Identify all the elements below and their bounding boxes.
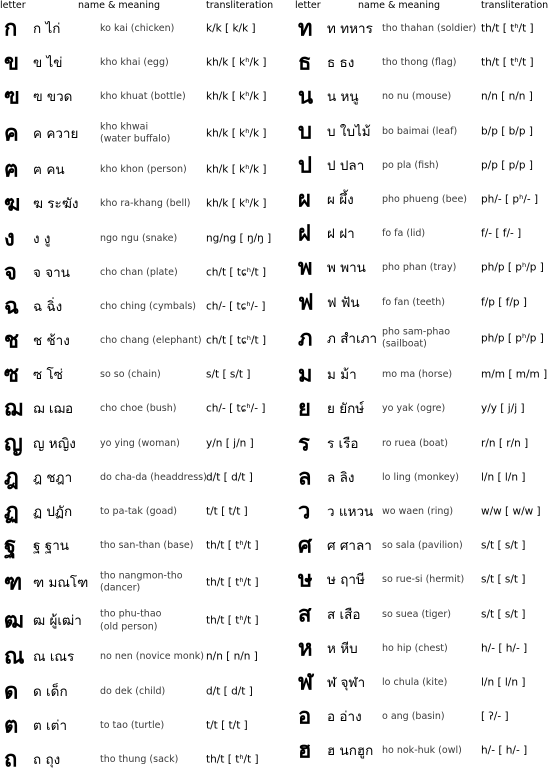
- consonant-column-left: [4, 12, 294, 777]
- name-meaning: [100, 23, 174, 36]
- consonant-letter: ฃ: [4, 83, 20, 110]
- name-meaning: [100, 91, 186, 104]
- consonant-letter: ฑ: [4, 569, 23, 596]
- consonant-row: [298, 12, 550, 46]
- example-word: ฏ ปฏัก: [33, 504, 73, 521]
- consonant-row: [298, 392, 550, 426]
- consonant-letter: ฮ: [298, 737, 312, 764]
- consonant-row: [298, 217, 550, 251]
- consonant-row: [4, 115, 294, 154]
- name-meaning: [382, 608, 451, 621]
- name-meaning-line1: do dek (child): [100, 685, 166, 697]
- example-word: ช ช้าง: [33, 333, 70, 350]
- consonant-row: [4, 324, 294, 358]
- header-translit-right: transliteration: [481, 0, 549, 11]
- consonant-letter: ข: [4, 49, 20, 76]
- transliteration: n/n [ n/n ]: [481, 90, 533, 103]
- example-word: ว แหวน: [327, 504, 374, 521]
- example-word: ฮ นกฮูก: [327, 743, 374, 760]
- name-meaning: [382, 91, 451, 104]
- name-meaning-line1: kho khuat (bottle): [100, 91, 186, 103]
- transliteration: kh/k [ kʰ/k ]: [206, 163, 267, 176]
- transliteration: th/t [ tʰ/t ]: [206, 753, 259, 766]
- consonant-letter: ฉ: [4, 293, 19, 320]
- consonant-letter: น: [298, 83, 314, 110]
- transliteration: s/t [ s/t ]: [481, 573, 526, 586]
- name-meaning: [382, 540, 463, 553]
- consonant-letter: ฅ: [4, 156, 19, 183]
- transliteration: l/n [ l/n ]: [481, 676, 526, 689]
- header-translit-left: transliteration: [206, 0, 274, 11]
- name-meaning: [100, 198, 191, 211]
- example-word: ฉ ฉิ่ง: [33, 298, 63, 315]
- name-meaning-line1: po pla (fish): [382, 159, 439, 171]
- consonant-letter: ถ: [4, 746, 18, 773]
- transliteration: y/y [ j/j ]: [481, 402, 525, 415]
- name-meaning-line1: ngo ngu (snake): [100, 232, 178, 244]
- consonant-row: [4, 709, 294, 743]
- consonant-row: [298, 427, 550, 461]
- transliteration: th/t [ tʰ/t ]: [481, 56, 534, 69]
- name-meaning: [100, 164, 187, 177]
- name-meaning: [100, 651, 204, 664]
- name-meaning-line1: mo ma (horse): [382, 369, 453, 381]
- name-meaning: [100, 437, 180, 450]
- consonant-row: [4, 256, 294, 290]
- name-meaning-line1: pho phan (tray): [382, 262, 457, 274]
- consonant-row: [4, 427, 294, 461]
- transliteration: p/p [ p/p ]: [481, 159, 533, 172]
- example-word: ธ ธง: [327, 55, 355, 72]
- transliteration: r/n [ r/n ]: [481, 437, 529, 450]
- consonant-row: [4, 12, 294, 46]
- name-meaning-line1: bo baimai (leaf): [382, 125, 458, 137]
- consonant-letter: ต: [4, 712, 19, 739]
- name-meaning-line1: tho nangmon-tho: [100, 570, 183, 582]
- name-meaning-line1: ho hip (chest): [382, 642, 448, 654]
- transliteration: m/m [ m/m ]: [481, 368, 548, 381]
- name-meaning: [100, 570, 183, 595]
- example-word: ม ม้า: [327, 367, 357, 384]
- name-meaning-line1: so rue-si (hermit): [382, 574, 465, 586]
- transliteration: d/t [ d/t ]: [206, 685, 253, 698]
- consonant-letter: ฎ: [4, 464, 19, 491]
- name-meaning: [100, 403, 176, 416]
- name-meaning: [100, 540, 193, 553]
- consonant-letter: ท: [298, 15, 313, 42]
- transliteration: ph/- [ pʰ/- ]: [481, 193, 539, 206]
- example-word: ข ไข่: [33, 55, 63, 72]
- name-meaning-line1: pho sam-phao: [382, 326, 451, 338]
- name-meaning-line2: (water buffalo): [100, 133, 171, 145]
- example-word: ส เสือ: [327, 606, 361, 623]
- name-meaning-line2: (dancer): [100, 582, 141, 594]
- transliteration: d/t [ d/t ]: [206, 471, 253, 484]
- transliteration: kh/k [ kʰ/k ]: [206, 90, 267, 103]
- consonant-row: [298, 495, 550, 529]
- transliteration: s/t [ s/t ]: [481, 539, 526, 552]
- example-word: ป ปลา: [327, 157, 365, 174]
- example-word: ท ทหาร: [327, 21, 373, 38]
- consonant-row: [4, 640, 294, 674]
- name-meaning-line1: wo waen (ring): [382, 505, 454, 517]
- consonant-row: [298, 183, 550, 217]
- consonant-letter: ฟ: [298, 289, 314, 316]
- consonant-letter: ณ: [4, 643, 25, 670]
- example-word: ล ลิง: [327, 469, 355, 486]
- name-meaning-line1: kho ra-khang (bell): [100, 198, 191, 210]
- transliteration: h/- [ h/- ]: [481, 744, 528, 757]
- example-word: ง งู: [33, 230, 51, 247]
- name-meaning: [100, 301, 196, 314]
- transliteration: [ ʔ/- ]: [481, 710, 509, 723]
- transliteration: ch/- [ tɕʰ/- ]: [206, 402, 266, 415]
- example-word: ฑ มณโฑ: [33, 574, 89, 591]
- transliteration: th/t [ tʰ/t ]: [206, 614, 259, 627]
- consonant-letter: ป: [298, 152, 312, 179]
- name-meaning: [382, 574, 464, 587]
- consonant-row: [4, 392, 294, 426]
- consonant-letter: ห: [298, 635, 313, 662]
- name-meaning: [382, 711, 445, 724]
- transliteration: th/t [ tʰ/t ]: [481, 22, 534, 35]
- transliteration: n/n [ n/n ]: [206, 650, 258, 663]
- name-meaning-line1: pho phueng (bee): [382, 193, 468, 205]
- name-meaning-line1: kho khon (person): [100, 163, 187, 175]
- consonant-letter: ฒ: [4, 607, 24, 634]
- name-meaning: [100, 506, 177, 519]
- consonant-letter: จ: [4, 259, 17, 286]
- consonant-row: [4, 221, 294, 255]
- name-meaning-line1: kho khai (egg): [100, 57, 169, 69]
- transliteration: kh/k [ kʰ/k ]: [206, 56, 267, 69]
- example-word: ซ โซ่: [33, 367, 63, 384]
- name-meaning-line1: tho san-than (base): [100, 539, 194, 551]
- name-meaning: [382, 677, 447, 690]
- consonant-letter: ม: [298, 361, 313, 388]
- name-meaning: [382, 403, 445, 416]
- name-meaning: [382, 57, 456, 70]
- example-word: ฃ ขวด: [33, 89, 73, 106]
- consonant-row: [4, 80, 294, 114]
- consonant-letter: ฌ: [4, 395, 23, 422]
- transliteration: ng/ng [ ŋ/ŋ ]: [206, 232, 272, 245]
- example-word: ฝ ฝา: [327, 226, 355, 243]
- name-meaning: [100, 685, 165, 698]
- consonant-row: [298, 563, 550, 597]
- transliteration: k/k [ k/k ]: [206, 22, 256, 35]
- consonant-letter: ฏ: [4, 498, 19, 525]
- transliteration: y/n [ j/n ]: [206, 437, 254, 450]
- name-meaning-line1: ko kai (chicken): [100, 22, 175, 34]
- consonant-row: [4, 529, 294, 563]
- consonant-row: [298, 529, 550, 563]
- consonant-letter: ช: [4, 327, 19, 354]
- name-meaning-line1: ro ruea (boat): [382, 437, 448, 449]
- consonant-letter: ผ: [298, 186, 311, 213]
- example-word: บ ใบไม้: [327, 123, 371, 140]
- transliteration: t/t [ t/t ]: [206, 719, 248, 732]
- consonant-row: [298, 666, 550, 700]
- transliteration: th/t [ tʰ/t ]: [206, 576, 259, 589]
- name-meaning-line1: so sala (pavilion): [382, 539, 463, 551]
- consonant-row: [4, 358, 294, 392]
- consonant-letter: ล: [298, 464, 312, 491]
- transliteration: f/p [ f/p ]: [481, 296, 528, 309]
- name-meaning: [382, 326, 450, 351]
- header-letter-left: letter: [0, 0, 26, 11]
- header-name-right: name & meaning: [358, 0, 441, 11]
- name-meaning: [382, 437, 448, 450]
- name-meaning: [100, 720, 164, 733]
- example-word: ภ สำเภา: [327, 330, 378, 347]
- name-meaning: [382, 472, 459, 485]
- transliteration: ch/t [ tɕʰ/t ]: [206, 266, 267, 279]
- transliteration: b/p [ b/p ]: [481, 125, 533, 138]
- name-meaning: [382, 296, 445, 309]
- consonant-letter: ศ: [298, 532, 312, 559]
- name-meaning-line1: tho phu-thao: [100, 608, 162, 620]
- name-meaning: [100, 121, 170, 146]
- transliteration: ch/t [ tɕʰ/t ]: [206, 334, 267, 347]
- name-meaning: [382, 228, 425, 241]
- transliteration: kh/k [ kʰ/k ]: [206, 197, 267, 210]
- consonant-letter: ฝ: [298, 220, 311, 247]
- name-meaning: [382, 194, 467, 207]
- transliteration: l/n [ l/n ]: [481, 471, 526, 484]
- consonant-row: [4, 187, 294, 221]
- example-word: ก ไก่: [33, 21, 61, 38]
- consonant-letter: อ: [298, 703, 312, 730]
- consonant-letter: ฐ: [4, 532, 17, 559]
- example-word: พ พาน: [327, 260, 366, 277]
- consonant-row: [4, 602, 294, 641]
- example-word: น หนู: [327, 89, 359, 106]
- consonant-letter: ธ: [298, 49, 312, 76]
- name-meaning-line1: so so (chain): [100, 369, 161, 381]
- name-meaning-line1: kho khwai: [100, 121, 149, 133]
- name-meaning-line2: (old person): [100, 621, 158, 633]
- name-meaning-line1: cho ching (cymbals): [100, 300, 196, 312]
- consonant-letter: ง: [4, 225, 15, 252]
- consonant-row: [4, 46, 294, 80]
- consonant-row: [298, 115, 550, 149]
- name-meaning: [100, 232, 177, 245]
- example-word: ฅ คน: [33, 162, 65, 179]
- transliteration: s/t [ s/t ]: [481, 608, 526, 621]
- transliteration: h/- [ h/- ]: [481, 642, 528, 655]
- name-meaning-line1: o ang (basin): [382, 710, 445, 722]
- example-word: ฆ ระฆัง: [33, 196, 79, 213]
- header-name-left: name & meaning: [78, 0, 161, 11]
- example-word: ค ควาย: [33, 125, 79, 142]
- example-word: ศ ศาลา: [327, 538, 372, 555]
- consonant-letter: ค: [4, 120, 19, 147]
- consonant-row: [4, 495, 294, 529]
- example-word: ฬ จุฬา: [327, 674, 366, 691]
- name-meaning-line1: tho thong (flag): [382, 57, 457, 69]
- name-meaning-line1: lo ling (monkey): [382, 471, 459, 483]
- name-meaning: [100, 335, 202, 348]
- transliteration: f/- [ f/- ]: [481, 227, 522, 240]
- name-meaning-line1: yo yak (ogre): [382, 403, 446, 415]
- example-word: จ จาน: [33, 264, 70, 281]
- example-word: ญ หญิง: [33, 435, 76, 452]
- example-word: ห หีบ: [327, 640, 358, 657]
- name-meaning-line1: cho choe (bush): [100, 403, 177, 415]
- name-meaning: [100, 57, 169, 70]
- consonant-row: [4, 461, 294, 495]
- consonant-letter: ภ: [298, 325, 313, 352]
- name-meaning: [382, 745, 462, 758]
- consonant-letter: ส: [298, 601, 312, 628]
- name-meaning: [100, 369, 161, 382]
- consonant-letter: ด: [4, 678, 19, 705]
- consonant-row: [298, 632, 550, 666]
- consonant-letter: ษ: [298, 566, 313, 593]
- name-meaning-line1: ho nok-huk (owl): [382, 745, 462, 757]
- name-meaning-line1: lo chula (kite): [382, 676, 448, 688]
- consonant-row: [298, 598, 550, 632]
- name-meaning-line1: so suea (tiger): [382, 608, 451, 620]
- name-meaning: [100, 754, 178, 767]
- example-word: อ อ่าง: [327, 709, 362, 726]
- consonant-row: [298, 149, 550, 183]
- name-meaning: [382, 506, 453, 519]
- consonant-row: [298, 734, 550, 768]
- name-meaning: [100, 609, 161, 634]
- consonant-row: [4, 675, 294, 709]
- transliteration: kh/k [ kʰ/k ]: [206, 127, 267, 140]
- consonant-row: [298, 286, 550, 320]
- example-word: ณ เณร: [33, 649, 75, 666]
- consonant-row: [298, 320, 550, 359]
- name-meaning-line1: cho chan (plate): [100, 266, 178, 278]
- name-meaning: [382, 369, 452, 382]
- example-word: ร เรือ: [327, 435, 359, 452]
- consonant-row: [298, 80, 550, 114]
- name-meaning-line1: cho chang (elephant): [100, 334, 202, 346]
- example-word: ถ ถุง: [33, 751, 61, 768]
- name-meaning-line1: yo ying (woman): [100, 437, 180, 449]
- name-meaning: [382, 125, 457, 138]
- header-letter-right: letter: [295, 0, 321, 11]
- name-meaning-line1: fo fa (lid): [382, 227, 426, 239]
- example-word: ฟ ฟัน: [327, 294, 360, 311]
- consonant-letter: พ: [298, 254, 313, 281]
- consonant-letter: บ: [298, 118, 312, 145]
- transliteration: s/t [ s/t ]: [206, 368, 251, 381]
- name-meaning-line1: do cha-da (headdress): [100, 471, 207, 483]
- example-word: ฒ ผู้เฒ่า: [33, 613, 82, 630]
- consonant-letter: ญ: [4, 430, 23, 457]
- name-meaning: [382, 262, 456, 275]
- name-meaning: [382, 23, 476, 36]
- name-meaning: [382, 160, 439, 173]
- example-word: ษ ฤาษี: [327, 572, 365, 589]
- example-word: ต เต่า: [33, 717, 68, 734]
- consonant-row: [298, 358, 550, 392]
- example-word: ฐ ฐาน: [33, 538, 69, 555]
- consonant-letter: ซ: [4, 361, 19, 388]
- consonant-row: [298, 700, 550, 734]
- example-word: ย ยักษ์: [327, 401, 365, 418]
- name-meaning-line1: to tao (turtle): [100, 719, 165, 731]
- name-meaning-line2: (sailboat): [382, 338, 427, 350]
- consonant-letter: ร: [298, 430, 310, 457]
- transliteration: th/t [ tʰ/t ]: [206, 539, 259, 552]
- transliteration: w/w [ w/w ]: [481, 505, 541, 518]
- transliteration: ph/p [ pʰ/p ]: [481, 261, 544, 274]
- example-word: ฌ เฌอ: [33, 401, 74, 418]
- example-word: ฎ ชฎา: [33, 469, 73, 486]
- example-word: ผ ผึ้ง: [327, 192, 354, 209]
- transliteration: ph/p [ pʰ/p ]: [481, 332, 544, 345]
- name-meaning: [100, 266, 178, 279]
- consonant-row: [4, 743, 294, 777]
- consonant-letter: ฆ: [4, 190, 21, 217]
- name-meaning-line1: tho thung (sack): [100, 753, 179, 765]
- consonant-row: [4, 153, 294, 187]
- consonant-row: [298, 461, 550, 495]
- example-word: ด เด็ก: [33, 683, 68, 700]
- name-meaning-line1: to pa-tak (goad): [100, 505, 178, 517]
- transliteration: ch/- [ tɕʰ/- ]: [206, 300, 266, 313]
- name-meaning: [382, 643, 448, 656]
- consonant-column-right: [298, 12, 550, 768]
- transliteration: t/t [ t/t ]: [206, 505, 248, 518]
- name-meaning-line1: tho thahan (soldier): [382, 22, 477, 34]
- consonant-letter: ย: [298, 395, 311, 422]
- consonant-letter: ฬ: [298, 669, 314, 696]
- name-meaning-line1: no nen (novice monk): [100, 651, 204, 663]
- consonant-letter: ว: [298, 498, 311, 525]
- consonant-row: [4, 290, 294, 324]
- consonant-row: [4, 563, 294, 602]
- name-meaning: [100, 472, 207, 485]
- consonant-row: [298, 46, 550, 80]
- name-meaning-line1: fo fan (teeth): [382, 296, 445, 308]
- consonant-row: [298, 251, 550, 285]
- consonant-letter: ก: [4, 15, 18, 42]
- name-meaning-line1: no nu (mouse): [382, 91, 452, 103]
